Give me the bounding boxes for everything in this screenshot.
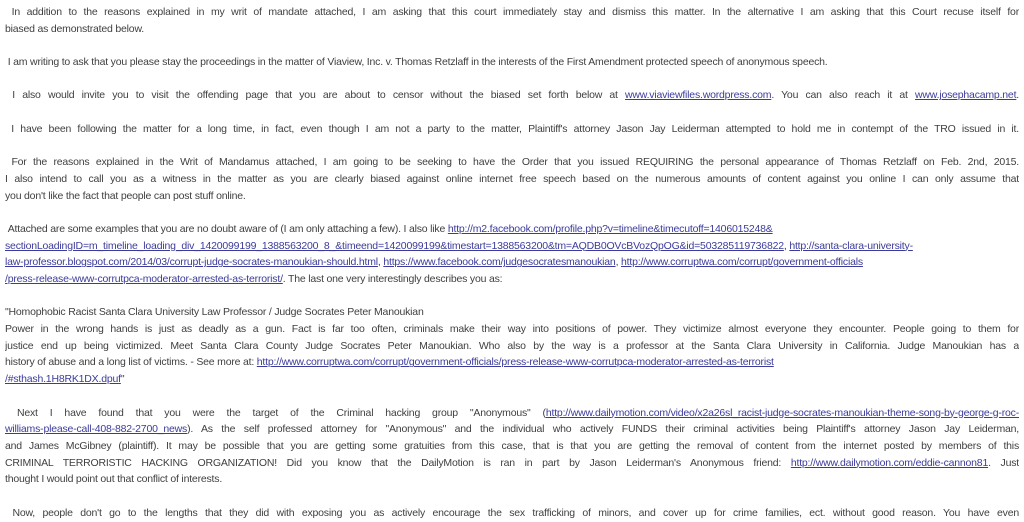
text-line [5, 221, 1019, 238]
text-run: , [377, 256, 384, 269]
hyperlink[interactable]: /#sthash.1H8RK1DX.dpuf [5, 373, 121, 386]
text-run: Now, people don't go to the lengths that they did with exposing you as actively encourage the sex trafficking of minors, and cover up for crime families, ect. without good reason. You have even [5, 506, 1019, 519]
hyperlink[interactable]: http://www.dailymotion.com/eddie-cannon81 [790, 456, 989, 469]
hyperlink[interactable]: www.josephacamp.net [915, 89, 1017, 102]
text-line [5, 371, 1019, 388]
text-run: . Just [988, 456, 1019, 469]
text-line [5, 121, 1019, 138]
text-line [5, 4, 1019, 21]
text-line [5, 87, 1019, 104]
text-line [5, 271, 1019, 288]
text-line [5, 421, 1019, 438]
paragraph [5, 87, 1019, 104]
text-run: history of abuse and a long list of victims. - See more at: [5, 356, 257, 369]
paragraph [5, 154, 1019, 204]
hyperlink[interactable]: http://www.dailymotion.com/video/x2a26sl_racist-judge-socrates-manoukian-theme-song-by-george-g-roc- [545, 406, 1019, 419]
text-line [5, 505, 1019, 522]
text-run: Power in the wrong hands is just as deadly as a gun. Fact is far too often, criminals make their way into positions of power. They victimize almost everyone they encounter. People going to them for [5, 323, 1019, 336]
paragraph [5, 54, 1019, 71]
text-run: , [783, 239, 790, 252]
text-run: I also intend to call you as a witness in the matter as you are clearly biased against online internet free speech based on the numerous amounts of content against you online I can only assume that [5, 172, 1019, 185]
text-run: . The last one very interestingly describes you as: [282, 273, 503, 285]
text-run: thought I would point out that conflict of interests. [5, 473, 223, 486]
hyperlink[interactable]: http://www.corruptwa.com/corrupt/government-officials [621, 256, 863, 269]
text-run: CRIMINAL TERRORISTIC HACKING ORGANIZATION! Did you know that the DailyMotion is ran in part by Jason Leiderman's Anonymous friend: [5, 456, 791, 469]
hyperlink[interactable]: law-professor.blogspot.com/2014/03/corrupt-judge-socrates-manoukian-should.html [5, 256, 378, 269]
hyperlink[interactable]: https://www.facebook.com/judgesocratesmanoukian [383, 256, 616, 269]
hyperlink[interactable]: williams-please-call-408-882-2700_news [5, 423, 188, 436]
text-line [5, 354, 1019, 371]
text-line [5, 304, 1019, 321]
hyperlink[interactable]: sectionLoadingID=m_timeline_loading_div_1420099199_1388563200_8_&timeend=1420099199&timestart=1388563200&tm=AQDB0OVcBVozQpOG&id=503285119736822 [5, 239, 784, 252]
text-run: . [1016, 89, 1019, 102]
text-run: Attached are some examples that you are no doubt aware of (I am only attaching a few). I also like [5, 222, 448, 235]
text-line [5, 321, 1019, 338]
text-run: I also would invite you to visit the offending page that you are about to censor without the biased set forth below at [5, 89, 626, 102]
text-line [5, 171, 1019, 188]
text-run: I am writing to ask that you please stay the proceedings in the matter of Viaview, Inc. v. Thomas Retzlaff in the interests of the First Amendment protected speech of anonymous speech. [5, 56, 828, 69]
text-run: In addition to the reasons explained in my writ of mandate attached, I am asking that this court immediately stay and dismiss this matter. In the alternative I am asking that this Court recuse itself for [5, 6, 1019, 18]
text-line [5, 154, 1019, 171]
text-run: you don't like the fact that people can post stuff online. [5, 189, 246, 202]
paragraph [5, 304, 1019, 387]
text-line [5, 455, 1019, 472]
text-run: , [615, 256, 622, 269]
text-run: "Homophobic Racist Santa Clara University Law Professor / Judge Socrates Peter Manoukian [5, 306, 424, 319]
paragraph [5, 4, 1019, 37]
text-run: Next I have found that you were the target of the Criminal hacking group "Anonymous" ( [5, 406, 546, 419]
text-run: For the reasons explained in the Writ of Mandamus attached, I am going to be seeking to have the Order that you issued REQUIRING the personal appearance of Thomas Retzlaff on Feb. 2nd, 2015. [5, 156, 1019, 169]
text-line [5, 254, 1019, 271]
text-run: biased as demonstrated below. [5, 22, 144, 35]
text-run: justice end up being victimized. Meet Santa Clara County Judge Socrates Peter Manoukian. Who also by the way is a professor at the Santa Clara University in California. Judge Manoukian has a [5, 339, 1019, 352]
text-line [5, 21, 1019, 38]
text-run: I have been following the matter for a long time, in fact, even though I am not a party to the matter, Plaintiff's attorney Jason Jay Leiderman attempted to hold me in contempt of the TRO issued in it. [5, 122, 1019, 135]
text-line [5, 405, 1019, 422]
text-line [5, 438, 1019, 455]
text-run: and James McGibney (plaintiff). It may be possible that you are getting some gratuities from this case, that is that you are getting the removal of content from the internet posted by members of this [5, 439, 1019, 452]
text-run: " [120, 373, 125, 386]
paragraph [5, 221, 1019, 288]
text-run: . You can also reach it at [771, 89, 916, 102]
hyperlink[interactable]: http://santa-clara-university- [789, 239, 913, 252]
paragraph [5, 121, 1019, 138]
paragraph [5, 405, 1019, 488]
hyperlink[interactable]: http://m2.facebook.com/profile.php?v=timeline&timecutoff=1406015248& [447, 222, 773, 235]
hyperlink[interactable]: http://www.corruptwa.com/corrupt/government-officials/press-release-www-corrutpca-moderator-arrested-as-terrorist [256, 356, 774, 369]
paragraph [5, 505, 1019, 522]
hyperlink[interactable]: www.viaviewfiles.wordpress.com [625, 89, 772, 102]
text-line [5, 338, 1019, 355]
text-line [5, 238, 1019, 255]
hyperlink[interactable]: /press-release-www-corrutpca-moderator-arrested-as-terrorist/ [5, 273, 283, 285]
text-line [5, 471, 1019, 488]
text-run: ). As the self professed attorney for "Anonymous" and the individual who actively FUNDS their criminal activities being Plaintiff's attorney Jason Jay Leiderman, [187, 423, 1019, 436]
text-line [5, 54, 1019, 71]
text-line [5, 188, 1019, 205]
